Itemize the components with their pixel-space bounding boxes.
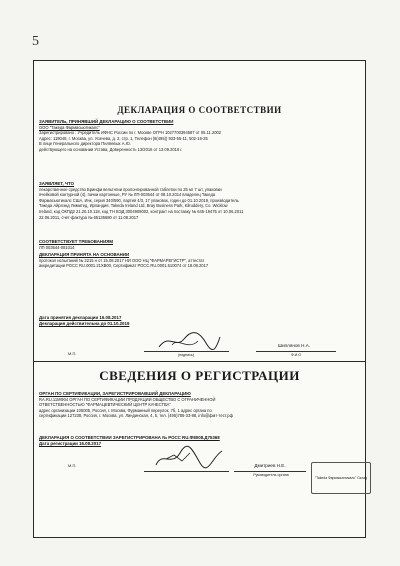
head-name: Дмитриев Н.Е. [254,463,286,468]
declaration-signature [154,329,224,353]
organ-line: RA.RU.11МФ04 ОРГАН ПО СЕРТИФИКАЦИИ ПРОДУКЦИИ ОБЩЕСТВО С ОГРАНИЧЕННОЙ [39,396,216,402]
declares-line: Фармасьютикалс США, Инк, серия 340/590, партия 4/3, 17 упаковок, годен до 01.10.2019, производитель [39,197,239,203]
registration-signature [152,445,226,471]
applicant-line: В лице Генерального директора Пиляевых А.Ю. [39,141,131,147]
company-stamp [311,462,371,494]
fio-line [256,351,336,352]
declaration-title: ДЕКЛАРАЦИЯ О СООТВЕТСТВИИ [117,105,282,115]
applicant-name: ООО "Такеда Фармасьютикалс" [39,124,100,130]
section-divider [34,361,365,362]
declares-line: лекарственное средство Бринфи вельтнгии пролонгированной таблетки по 25 мг 7 шт, упаковки [39,186,222,192]
declares-line: Ireland, код ОКПД2 21.20.10.118, код ТН ВЭД 3004909002, контракт на поставку № 645-19475 от 10.06.2011 [39,208,244,214]
date-accepted: Дата принятия декларации 16.08.2017 [39,315,122,320]
registration-mp: М.П. [68,463,77,468]
declares-header: ЗАЯВЛЯЕТ, ЧТО [39,181,75,186]
basis-header: ДЕКЛАРАЦИЯ ПРИНЯТА НА ОСНОВАНИИ [39,252,130,258]
signer-name: Шиплянов Н.А. [277,343,311,348]
stamp-text: "Takeda Фармасьютикалс" Склад [314,475,368,480]
organ-line: сертификации 127238, Россия, г. Москва, ул. Линдинская, 4, 5, тел. (495)785-33-88, info@фмт-тест.рф [39,413,233,419]
declares-block [39,181,360,220]
applicant-line: Зарегистрировано : Учредитель ИФНС России по г. Москве ОГРН 1027700394587 от 05.11.2002 [39,130,222,136]
head-name-line [234,471,306,472]
applicant-block [39,119,360,153]
declaration-mp: М.П. [68,351,77,356]
conforms-header: СООТВЕТСТВУЕТ ТРЕБОВАНИЯМ [39,239,114,244]
registered-date: Дата регистрации 16.08.2017 [39,440,102,446]
basis-line: протокол испытаний № 3215 н от 15.08.2017 НИ ООО НЦ "ФАРМАРЕГИСТР", аттестат [39,257,205,263]
signature-line [144,351,229,352]
declares-line: Такеда Айрлэнд Лимитед, Ирландия, Takeda Ireland Ltd, Bray Business Park, Kilruddery, Co. Wicklow [39,203,228,209]
margin-note: 5 [32,34,39,49]
valid-until: Декларация действительна до 01.10.2019 [39,320,130,326]
head-caption: Руководитель органа [253,473,289,477]
organ-line: ОТВЕТСТВЕННОСТЬЮ "ФАРМАЦЕВТИЧЕСКИЙ ЦЕНТР КАЧЕСТВА" [39,402,171,408]
fio-caption: Ф.И.О [290,353,302,357]
organ-line: адрес организации 105005, Россия, г. Москва, Фурманный переулок, 7б, 1 адрес органа по [39,407,212,413]
basis-line: аккредитации РОСС RU.0001.21XB00, Сертификат РОСС.RU.0001.510074 от 18.08.2017 [39,263,209,269]
declares-line: ячейковой контурной (4), пачки картонные, РУ № ЛП-003644 от 08.10.2014 владелец Такеда [39,192,216,198]
dates-block [39,315,360,326]
conforms-block [39,239,360,269]
head-signature-line [144,471,229,472]
organ-block [39,391,360,419]
signature-caption: (подпись) [178,353,194,357]
registered-header: ДЕКЛАРАЦИЯ О СООТВЕТСТВИИ ЗАРЕГИСТРИРОВАНА № РОСС RU.Ф8008.Д75368 [39,435,220,440]
applicant-line: действующего на основании Устава, Доверенность 13/2016 от 13.09.2016 г. [39,146,183,152]
conforms-line: ЛП 003644-081014 [39,244,75,250]
applicant-header: ЗАЯВИТЕЛЬ, ПРИНЯВШИЙ ДЕКЛАРАЦИЮ О СООТВЕТСТВИИ [39,119,174,124]
organ-header: ОРГАН ПО СЕРТИФИКАЦИИ, ЗАРЕГИСТРИРОВАВШИЙ ДЕКЛАРАЦИЮ [39,391,191,396]
registration-title: СВЕДЕНИЯ О РЕГИСТРАЦИИ [99,368,300,383]
applicant-line: Адрес: 119048, г. Москва, ул. Усачева, д. 2, стр. 1, Телефон (8(495)) 933-55-11, 502-16-25 [39,135,208,141]
declares-line: 22.06.2011, счет-фактура № 65135680 от 11.08.2017 [39,214,139,220]
